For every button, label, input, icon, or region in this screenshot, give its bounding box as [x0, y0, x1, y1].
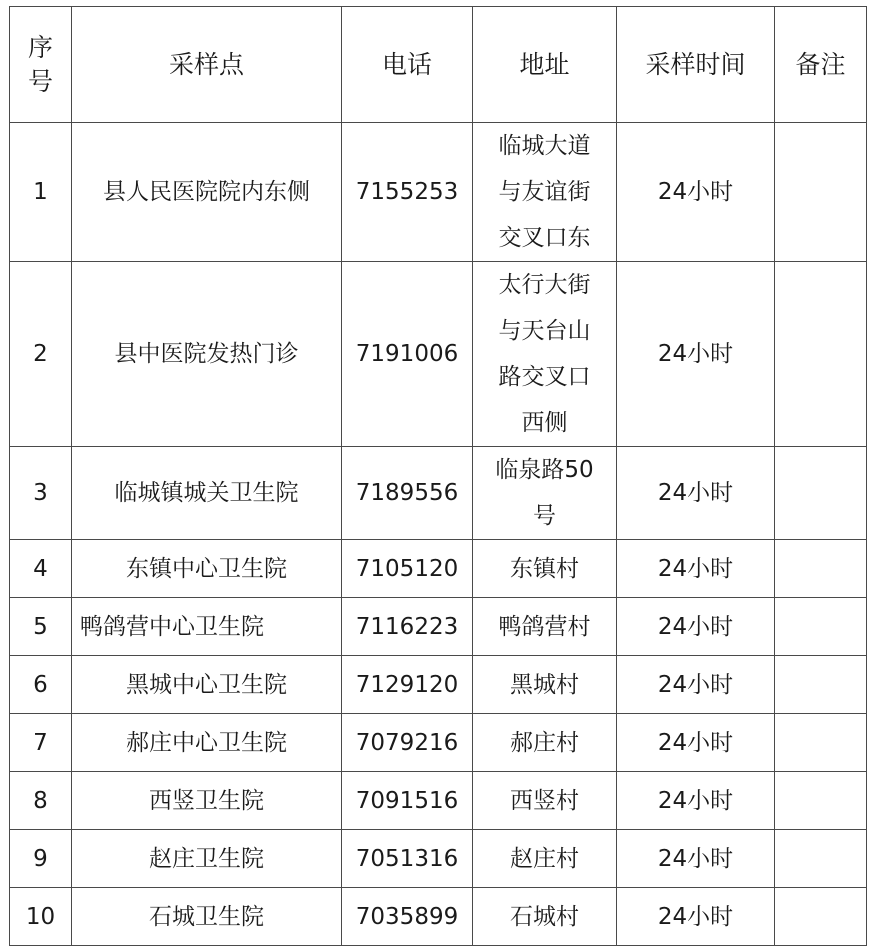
cell-sampling-site: 东镇中心卫生院 — [72, 540, 342, 598]
cell-sampling-site: 临城镇城关卫生院 — [72, 447, 342, 540]
cell-serial-number: 8 — [10, 772, 72, 830]
table-row — [10, 262, 867, 447]
cell-phone: 7105120 — [342, 540, 473, 598]
cell-note — [775, 262, 867, 447]
cell-note — [775, 540, 867, 598]
cell-note — [775, 447, 867, 540]
cell-serial-number: 9 — [10, 830, 72, 888]
cell-sampling-site: 赵庄卫生院 — [72, 830, 342, 888]
address-line: 西侧 — [521, 410, 568, 436]
cell-address — [473, 714, 617, 772]
cell-phone: 7051316 — [342, 830, 473, 888]
address-line: 石城村 — [510, 903, 579, 930]
address-line: 东镇村 — [510, 555, 579, 582]
cell-address — [473, 262, 617, 447]
cell-sampling-time: 24小时 — [617, 714, 775, 772]
cell-address — [473, 830, 617, 888]
address-line: 与友谊街 — [498, 179, 591, 205]
cell-phone: 7116223 — [342, 598, 473, 656]
cell-note — [775, 830, 867, 888]
cell-sampling-site: 郝庄中心卫生院 — [72, 714, 342, 772]
cell-address — [473, 540, 617, 598]
address-line: 郝庄村 — [510, 729, 579, 756]
cell-note — [775, 714, 867, 772]
table-row — [10, 540, 867, 598]
cell-note — [775, 772, 867, 830]
cell-phone: 7191006 — [342, 262, 473, 447]
header-serial-number — [10, 7, 72, 123]
cell-sampling-site: 县人民医院院内东侧 — [72, 123, 342, 262]
header-sampling-site: 采样点 — [72, 7, 342, 123]
cell-sampling-time: 24小时 — [617, 262, 775, 447]
header-address: 地址 — [473, 7, 617, 123]
cell-address — [473, 447, 617, 540]
cell-sampling-site: 黑城中心卫生院 — [72, 656, 342, 714]
cell-note — [775, 123, 867, 262]
cell-address — [473, 123, 617, 262]
cell-phone: 7035899 — [342, 888, 473, 946]
cell-phone: 7155253 — [342, 123, 473, 262]
header-row — [10, 7, 867, 123]
header-note: 备注 — [775, 7, 867, 123]
address-line: 临泉路50 — [495, 457, 594, 483]
cell-serial-number: 6 — [10, 656, 72, 714]
sampling-sites-table — [9, 6, 867, 946]
address-line: 黑城村 — [510, 671, 579, 698]
address-line: 路交叉口 — [498, 364, 591, 390]
address-line: 交叉口东 — [498, 225, 591, 251]
cell-phone: 7091516 — [342, 772, 473, 830]
address-line: 西竖村 — [510, 787, 579, 814]
cell-serial-number: 1 — [10, 123, 72, 262]
cell-sampling-time: 24小时 — [617, 656, 775, 714]
address-line: 号 — [533, 503, 556, 529]
header-sampling-time: 采样时间 — [617, 7, 775, 123]
table-row — [10, 888, 867, 946]
cell-sampling-site: 县中医院发热门诊 — [72, 262, 342, 447]
cell-sampling-time: 24小时 — [617, 447, 775, 540]
cell-phone: 7129120 — [342, 656, 473, 714]
header-serial-line2: 号 — [27, 66, 53, 96]
cell-serial-number: 7 — [10, 714, 72, 772]
cell-sampling-site: 鸭鸽营中心卫生院 — [72, 598, 342, 656]
cell-note — [775, 598, 867, 656]
table-row — [10, 830, 867, 888]
cell-phone: 7079216 — [342, 714, 473, 772]
table-row — [10, 598, 867, 656]
header-phone: 电话 — [342, 7, 473, 123]
table-row — [10, 714, 867, 772]
cell-address — [473, 656, 617, 714]
cell-serial-number: 4 — [10, 540, 72, 598]
address-line: 鸭鸽营村 — [498, 613, 591, 640]
cell-sampling-time: 24小时 — [617, 888, 775, 946]
cell-sampling-time: 24小时 — [617, 830, 775, 888]
table-row — [10, 447, 867, 540]
cell-sampling-time: 24小时 — [617, 540, 775, 598]
cell-note — [775, 888, 867, 946]
table-row — [10, 656, 867, 714]
cell-serial-number: 10 — [10, 888, 72, 946]
cell-sampling-time: 24小时 — [617, 123, 775, 262]
cell-sampling-time: 24小时 — [617, 598, 775, 656]
table-row — [10, 772, 867, 830]
cell-sampling-site: 石城卫生院 — [72, 888, 342, 946]
address-line: 与天台山 — [498, 318, 591, 344]
cell-serial-number: 5 — [10, 598, 72, 656]
cell-sampling-time: 24小时 — [617, 772, 775, 830]
address-line: 临城大道 — [498, 133, 591, 159]
table-row — [10, 123, 867, 262]
cell-sampling-site: 西竖卫生院 — [72, 772, 342, 830]
cell-address — [473, 772, 617, 830]
address-line: 太行大街 — [498, 272, 591, 298]
cell-serial-number: 2 — [10, 262, 72, 447]
cell-serial-number: 3 — [10, 447, 72, 540]
header-serial-line1: 序 — [27, 32, 53, 62]
cell-phone: 7189556 — [342, 447, 473, 540]
cell-address — [473, 888, 617, 946]
cell-address — [473, 598, 617, 656]
cell-note — [775, 656, 867, 714]
address-line: 赵庄村 — [510, 845, 579, 872]
